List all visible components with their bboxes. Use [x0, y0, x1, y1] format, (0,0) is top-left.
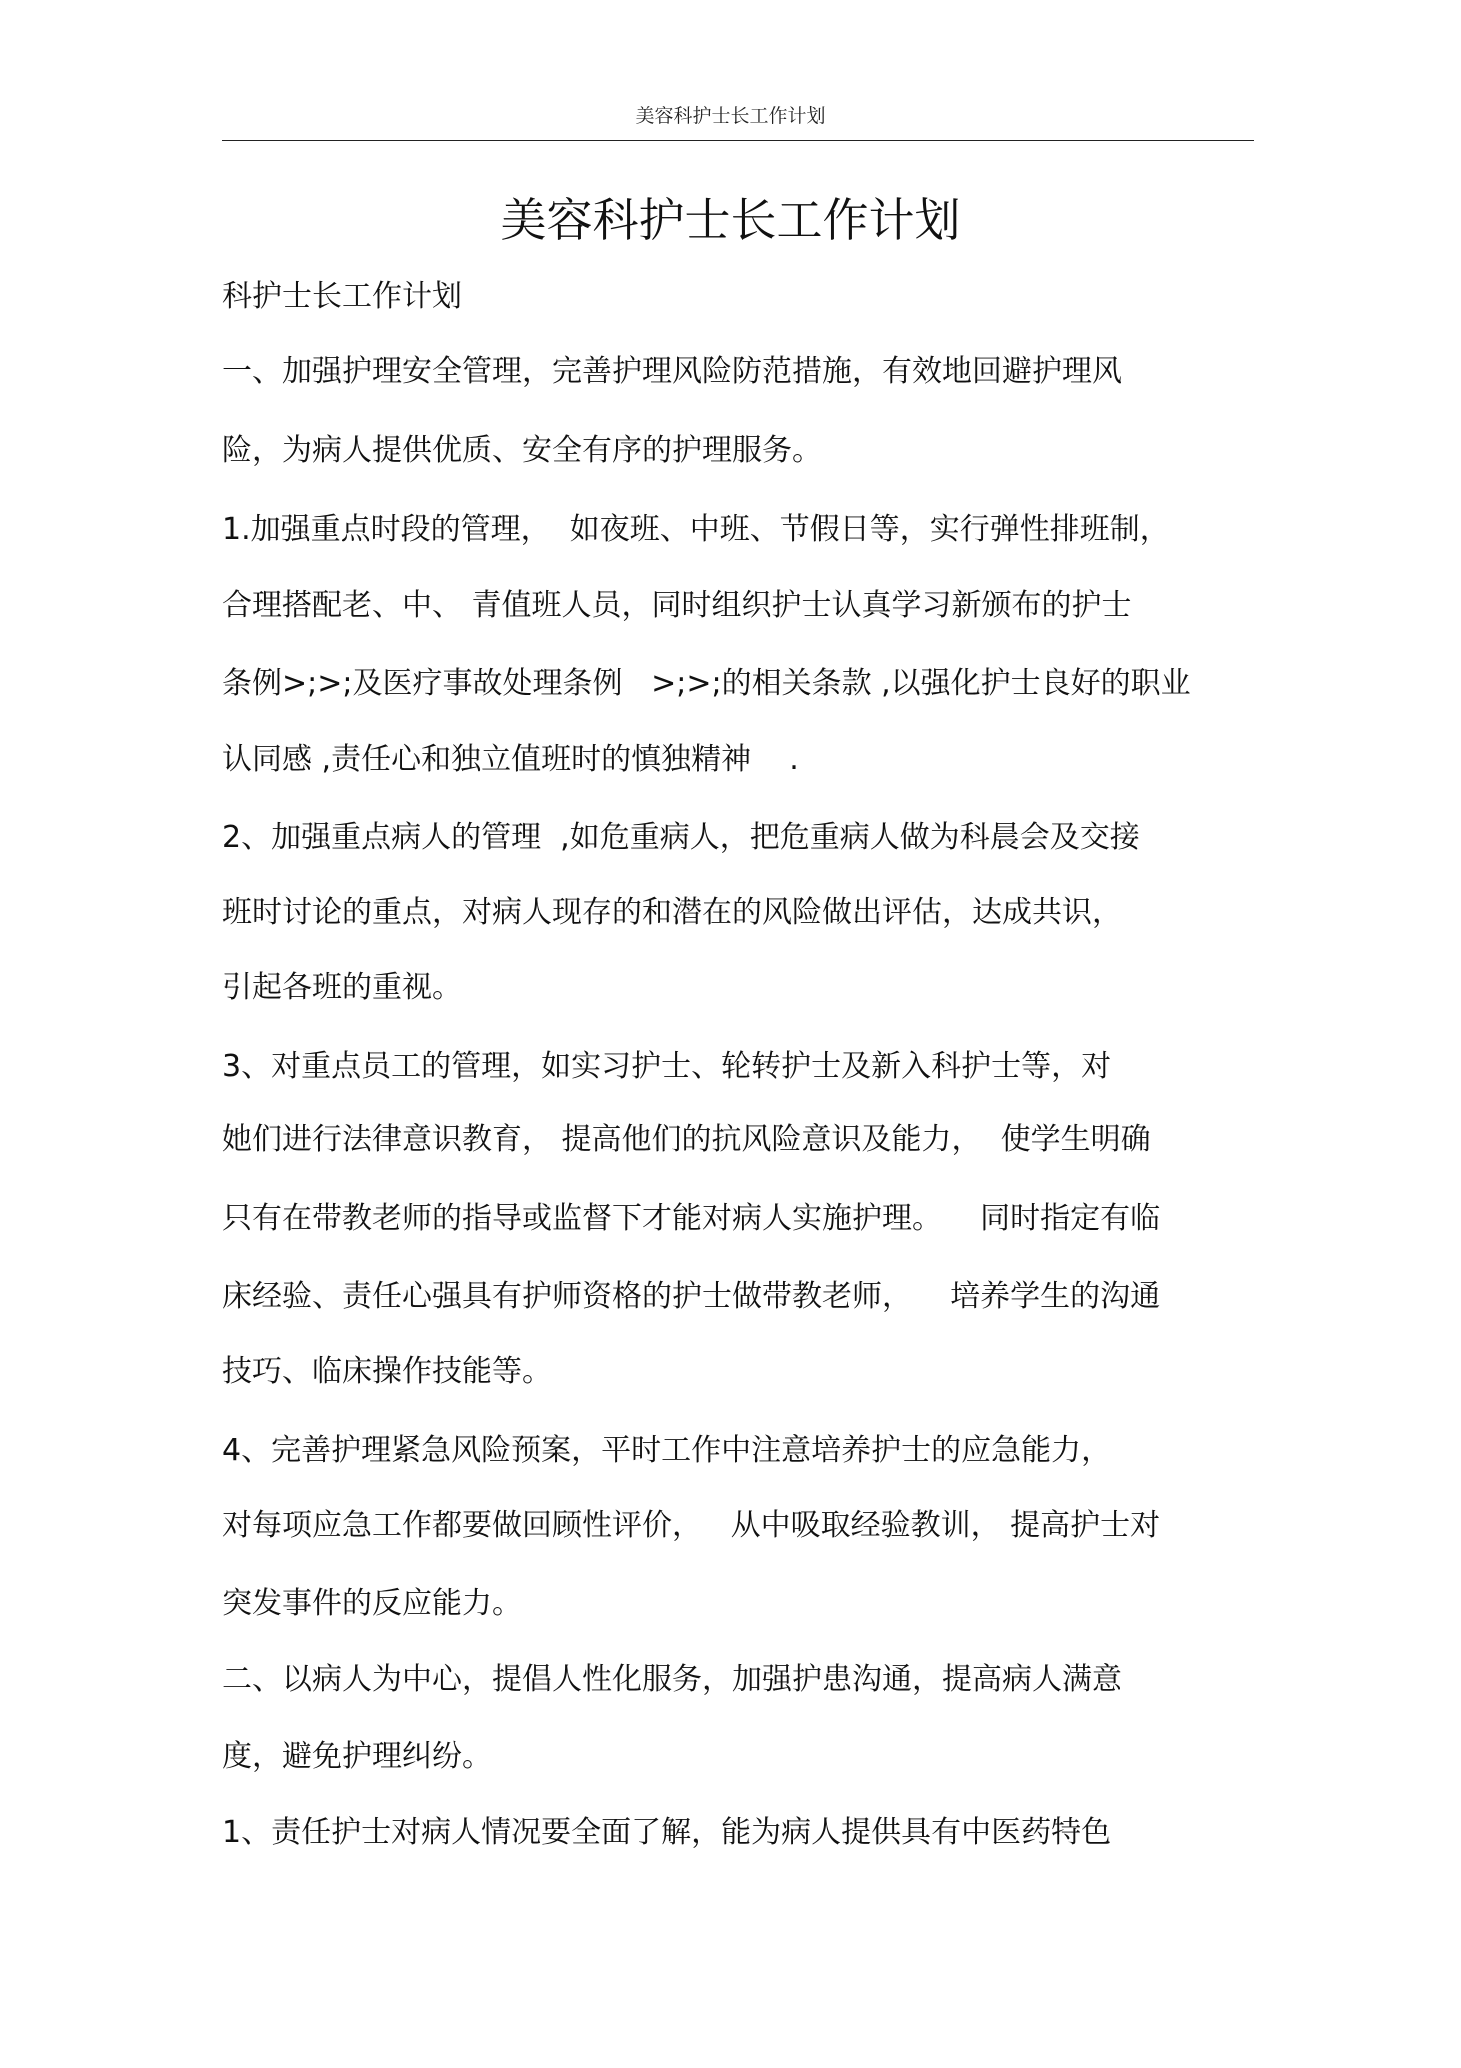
text-line: 只有在带教老师的指导或监督下才能对病人实施护理。 同时指定有临: [222, 1201, 1161, 1236]
text-line: 认同感 ,责任心和独立值班时的慎独精神 .: [222, 742, 799, 777]
running-header: 美容科护士长工作计划: [635, 105, 826, 127]
text-line: 突发事件的反应能力。: [222, 1586, 522, 1621]
text-line: 1.加强重点时段的管理， 如夜班、中班、节假日等，实行弹性排班制，: [222, 512, 1170, 547]
text-line: 度，避免护理纠纷。: [222, 1739, 492, 1774]
text-line: 合理搭配老、中、 青值班人员，同时组织护士认真学习新颁布的护士: [222, 588, 1132, 623]
text-line: 班时讨论的重点，对病人现存的和潜在的风险做出评估，达成共识，: [222, 895, 1122, 930]
text-line: 她们进行法律意识教育， 提高他们的抗风险意识及能力， 使学生明确: [222, 1122, 1151, 1157]
text-line: 引起各班的重视。: [222, 970, 462, 1005]
text-line: 条例>;>;及医疗事故处理条例 >;>;的相关条款 ,以强化护士良好的职业: [222, 666, 1191, 701]
text-line: 2、加强重点病人的管理 ,如危重病人，把危重病人做为科晨会及交接: [222, 820, 1140, 855]
text-line: 3、对重点员工的管理，如实习护士、轮转护士及新入科护士等，对: [222, 1049, 1112, 1084]
text-line: 对每项应急工作都要做回顾性评价， 从中吸取经验教训， 提高护士对: [222, 1508, 1161, 1543]
document-title: 美容科护士长工作计划: [500, 193, 961, 247]
text-line: 一、加强护理安全管理，完善护理风险防范措施，有效地回避护理风: [222, 354, 1122, 389]
text-line: 险，为病人提供优质、安全有序的护理服务。: [222, 433, 822, 468]
text-line: 床经验、责任心强具有护师资格的护士做带教老师， 培养学生的沟通: [222, 1279, 1161, 1314]
text-line: 1、责任护士对病人情况要全面了解，能为病人提供具有中医药特色: [222, 1815, 1112, 1850]
text-line: 技巧、临床操作技能等。: [222, 1354, 552, 1389]
text-line: 二、以病人为中心，提倡人性化服务，加强护患沟通，提高病人满意: [222, 1662, 1122, 1697]
text-line: 科护士长工作计划: [222, 279, 462, 314]
text-line: 4、完善护理紧急风险预案，平时工作中注意培养护士的应急能力，: [222, 1433, 1112, 1468]
header-divider: [222, 140, 1254, 141]
